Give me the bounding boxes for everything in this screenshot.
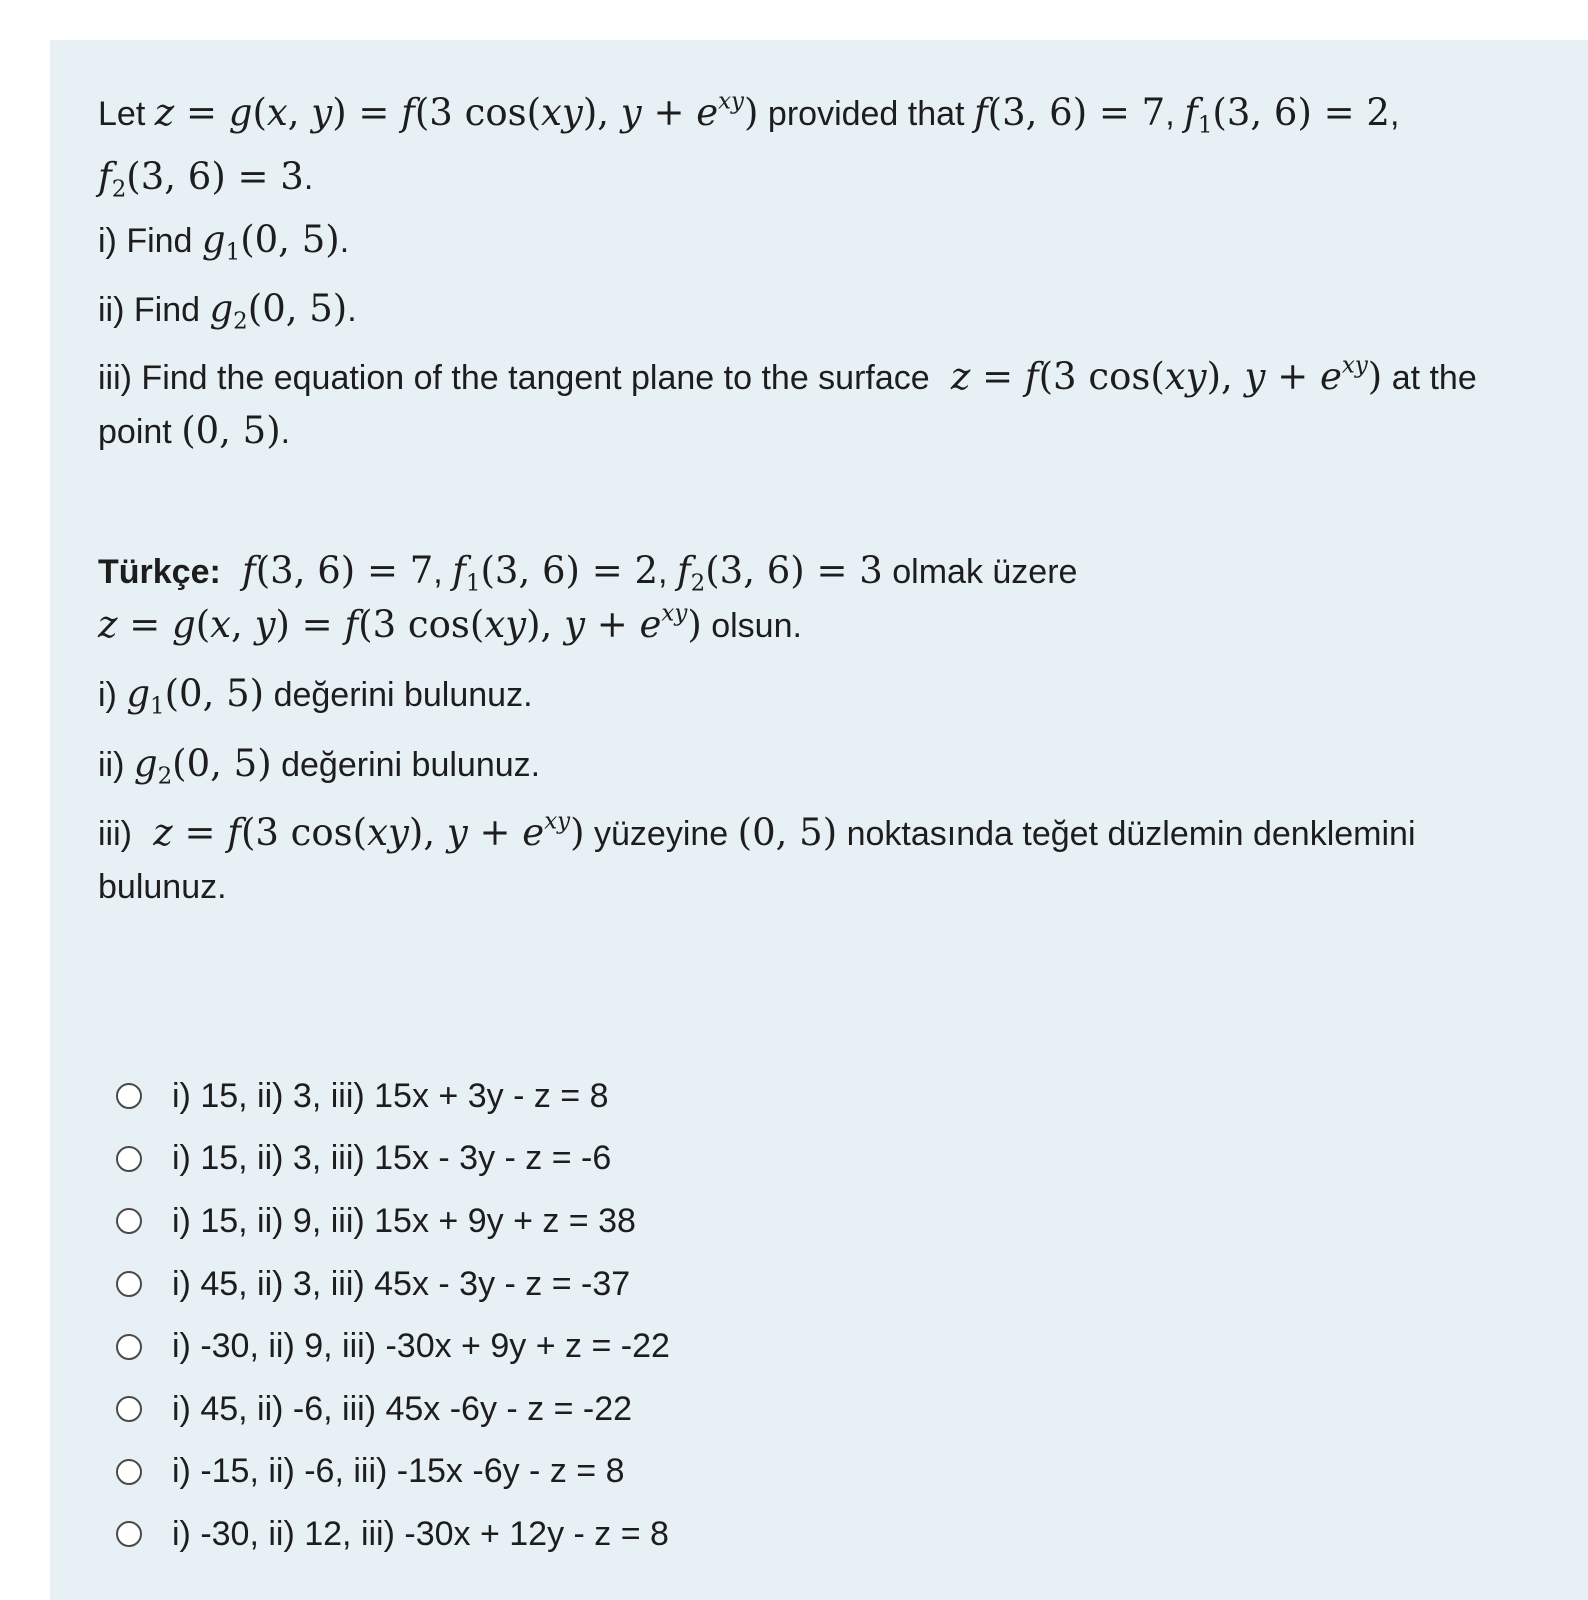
- option-label: i) -15, ii) -6, iii) -15x -6y - z = 8: [172, 1452, 625, 1491]
- answer-options: [116, 1065, 670, 1566]
- answer-option[interactable]: [116, 1190, 670, 1253]
- answer-option[interactable]: [116, 1128, 670, 1191]
- answer-option[interactable]: [116, 1065, 670, 1128]
- radio-button-icon[interactable]: [116, 1271, 142, 1297]
- option-label: i) -30, ii) 9, iii) -30x + 9y + z = -22: [172, 1327, 670, 1366]
- option-label: i) 15, ii) 3, iii) 15x - 3y - z = -6: [172, 1139, 612, 1178]
- question-card: [50, 40, 1588, 1600]
- radio-button-icon[interactable]: [116, 1396, 142, 1422]
- radio-button-icon[interactable]: [116, 1459, 142, 1485]
- option-label: i) 45, ii) -6, iii) 45x -6y - z = -22: [172, 1389, 633, 1428]
- answer-option[interactable]: [116, 1253, 670, 1316]
- answer-option[interactable]: [116, 1378, 670, 1441]
- english-question-1: i) Find $g_1(0$, 5).: [98, 218, 350, 266]
- answer-option[interactable]: [116, 1503, 670, 1566]
- option-label: i) 45, ii) 3, iii) 45x - 3y - z = -37: [172, 1264, 631, 1303]
- turkish-intro-line-2: z = g(x, y) = f(3 cos(xy), $y + e^{xy}$) olsun.: [98, 600, 802, 646]
- english-intro-line-2: $f_2(3$, 6) = 3.: [98, 155, 314, 203]
- turkish-intro-line-1: Türkçe: f(3, 6) = 7, $f_1(3$, 6) = 2, $f_2(3$, 6) = 3 olmak üzere: [98, 549, 1078, 597]
- turkish-question-2: ii) $g_2(0$, 5) değerini bulunuz.: [98, 742, 541, 790]
- turkish-question-3-line-2: bulunuz.: [98, 868, 227, 906]
- radio-button-icon[interactable]: [116, 1521, 142, 1547]
- turkish-label: Türkçe:: [98, 553, 221, 591]
- english-question-3-line-2: point (0, 5).: [98, 409, 291, 452]
- f1-value-formula: $f_1(3$, 6) = 2: [1184, 91, 1390, 139]
- option-label: i) -30, ii) 12, iii) -30x + 12y - z = 8: [172, 1514, 669, 1553]
- english-question-3-line-1: iii) Find the equation of the tangent plane to the surface z = f(3 cos(xy), $y + e^{xy}$) at the: [98, 352, 1477, 398]
- let-text: Let: [98, 95, 146, 133]
- f-value-formula: f(3, 6) = 7: [973, 91, 1166, 134]
- turkish-question-3-line-1: iii) z = f(3 cos(xy), $y + e^{xy}$) yüzeyine (0, 5) noktasında teğet düzlemin denklemini: [98, 808, 1416, 854]
- answer-option[interactable]: [116, 1441, 670, 1504]
- english-intro-line-1: Let z = g(x, y) = f(3 cos(xy), $y + e^{xy}$) provided that f(3, 6) = 7, $f_1(3$, 6) = 2,: [98, 88, 1400, 139]
- radio-button-icon[interactable]: [116, 1334, 142, 1360]
- radio-button-icon[interactable]: [116, 1208, 142, 1234]
- option-label: i) 15, ii) 3, iii) 15x + 3y - z = 8: [172, 1076, 609, 1115]
- definition-formula: z = g(x, y) = f(3 cos(xy), $y + e^{xy}$): [154, 88, 759, 134]
- option-label: i) 15, ii) 9, iii) 15x + 9y + z = 38: [172, 1201, 636, 1240]
- english-question-2: ii) Find $g_2(0$, 5).: [98, 287, 357, 335]
- radio-button-icon[interactable]: [116, 1146, 142, 1172]
- radio-button-icon[interactable]: [116, 1083, 142, 1109]
- answer-option[interactable]: [116, 1315, 670, 1378]
- turkish-question-1: i) $g_1(0$, 5) değerini bulunuz.: [98, 672, 533, 720]
- f2-value-formula: $f_2(3$, 6) = 3: [98, 155, 304, 203]
- provided-that-text: provided that: [767, 95, 965, 133]
